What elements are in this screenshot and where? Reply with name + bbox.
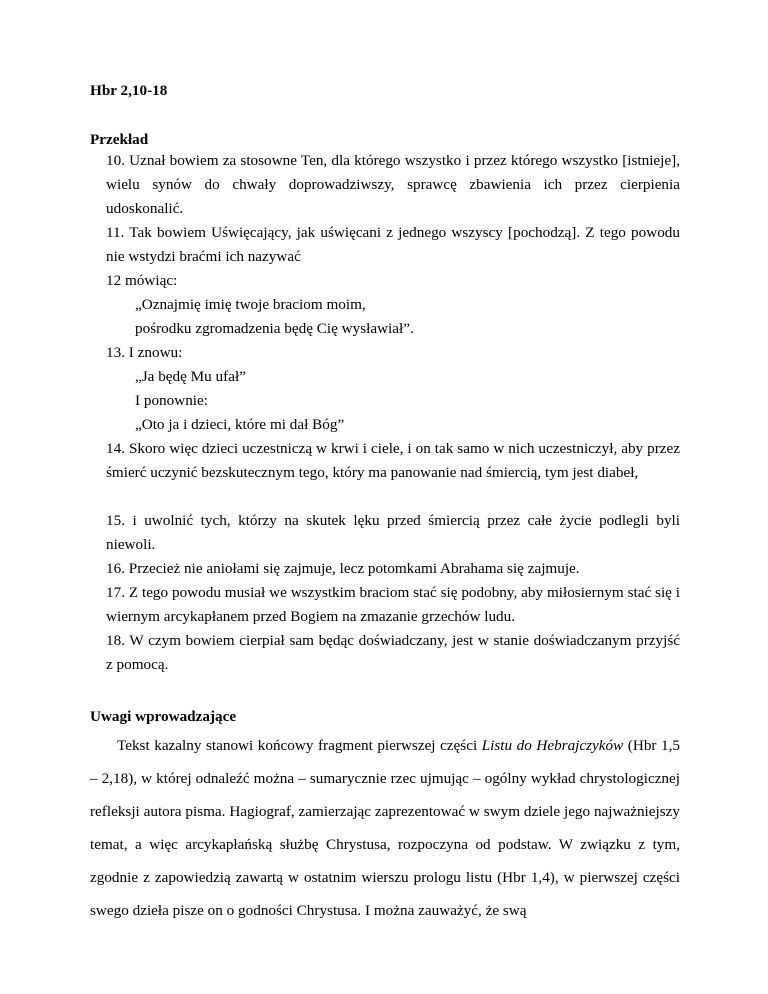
verse-15: 15. i uwolnić tych, którzy na skutek lęku przed śmiercią przez całe życie podlegli byli niewoli. bbox=[106, 512, 680, 553]
intro-paragraph bbox=[90, 729, 680, 927]
verse-17: 17. Z tego powodu musiał we wszystkim braciom stać się podobny, aby miłosiernym stać się i wiernym arcykapłanem przed Bogiem na zmazanie grzechów ludu. bbox=[106, 584, 680, 625]
verse-13-quote-2: „Oto ja i dzieci, które mi dał Bóg” bbox=[135, 416, 345, 433]
verse-13: 13. I znowu: bbox=[106, 344, 183, 361]
letter-title: Listu do Hebrajczyków bbox=[481, 737, 624, 754]
passage-reference: Hbr 2,10-18 bbox=[90, 82, 168, 99]
verse-12: 12 mówiąc: bbox=[106, 272, 178, 289]
intro-text-rest: (Hbr 1,5 – 2,18), w której odnaleźć można – sumarycznie rzec ujmując – ogólny wykład chrystologicznej refleksji autora pisma. Hagiograf, zamierzając zaprezentować w swym dziele jego najważniejszy temat, a więc arcykapłańską służbę Chrystusa, rozpoczyna od podstaw. W związku z tym, zgodnie z zapowiedzią zawartą w ostatnim wierszu prologu listu (Hbr 1,4), w pierwszej części swego dzieła pisze on o godności Chrystusa. I można zauważyć, że swą bbox=[90, 737, 680, 919]
verse-16: 16. Przecież nie aniołami się zajmuje, lecz potomkami Abrahama się zajmuje. bbox=[106, 560, 580, 577]
verse-10: 10. Uznał bowiem za stosowne Ten, dla którego wszystko i przez którego wszystko [istnieje], wielu synów do chwały doprowadziwszy, sprawcę zbawienia ich przez cierpienia udoskonalić. bbox=[106, 152, 680, 217]
verse-11: 11. Tak bowiem Uświęcający, jak uświęcani z jednego wszyscy [pochodzą]. Z tego powodu nie wstydzi braćmi ich nazywać bbox=[106, 224, 680, 265]
intro-text-start: Tekst kazalny stanowi końcowy fragment pierwszej części bbox=[117, 737, 482, 754]
intro-heading: Uwagi wprowadzające bbox=[90, 708, 237, 725]
verse-13-quote-1: „Ja będę Mu ufał” bbox=[135, 368, 246, 385]
verse-18: 18. W czym bowiem cierpiał sam będąc doświadczany, jest w stanie doświadczanym przyjść z pomocą. bbox=[106, 632, 680, 673]
verse-14: 14. Skoro więc dzieci uczestniczą w krwi i ciele, i on tak samo w nich uczestniczył, aby przez śmierć uczynić bezskutecznym tego, który ma panowanie nad śmiercią, tym jest diabeł, bbox=[106, 440, 680, 481]
verse-13-again: I ponownie: bbox=[135, 392, 208, 409]
verse-12-quote-line-2: pośrodku zgromadzenia będę Cię wysławiał”. bbox=[135, 320, 414, 337]
verse-12-quote-line-1: „Oznajmię imię twoje braciom moim, bbox=[135, 296, 366, 313]
translation-heading: Przekład bbox=[90, 131, 149, 148]
